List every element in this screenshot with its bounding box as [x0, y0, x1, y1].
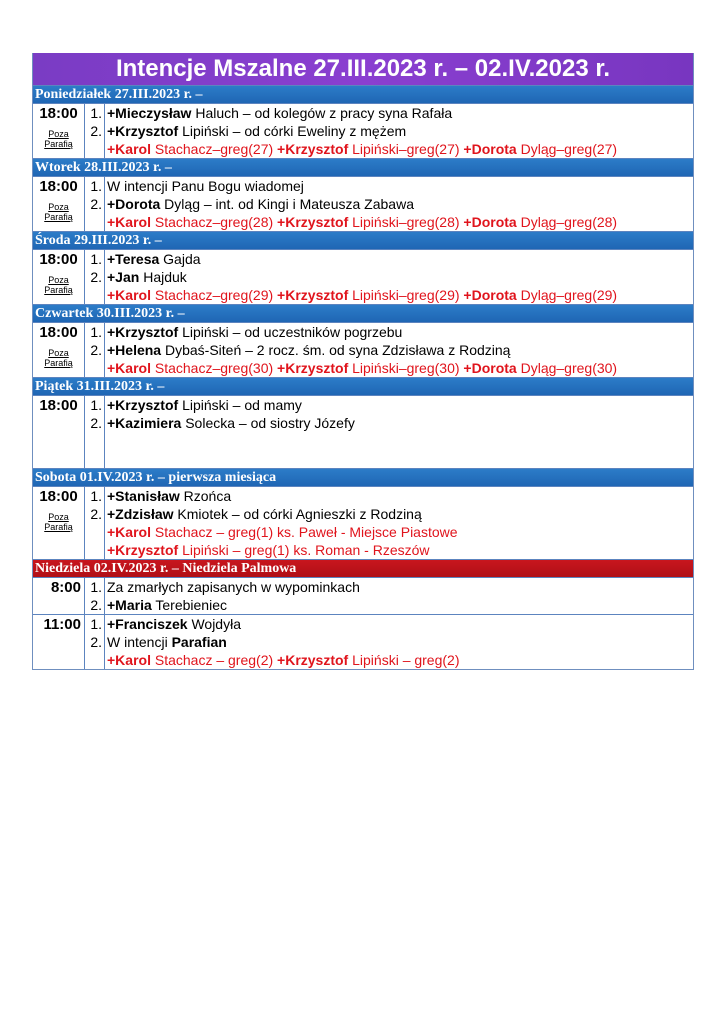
poza-parafia-note: Poza Parafią: [44, 202, 73, 222]
mass-time: 18:00: [39, 397, 78, 414]
intention-line: +Kazimiera Solecka – od siostry Józefy: [107, 415, 355, 431]
intention-line: +Maria Terebieniec: [107, 597, 227, 613]
intentions-cell: [105, 177, 693, 231]
time-cell: [33, 615, 85, 669]
number-cell: 1. 2.: [85, 578, 105, 614]
number-cell: 1. 2.: [85, 250, 105, 304]
time-cell: [33, 104, 85, 158]
intention-line: +Dorota Dyląg – int. od Kingi i Mateusza Zabawa: [107, 196, 414, 212]
mass-time: 18:00: [39, 251, 78, 268]
intention-line: +Krzysztof Lipiński – od uczestników pogrzebu: [107, 324, 403, 340]
poza-parafia-note: Poza Parafią: [44, 512, 73, 532]
gregorian-line: +Krzysztof Lipiński – greg(1) ks. Roman - Rzeszów: [107, 542, 430, 558]
intention-line: W intencji Parafian: [107, 634, 227, 650]
intention-line: +Krzysztof Lipiński – od mamy: [107, 397, 302, 413]
day-header-saturday: Sobota 01.IV.2023 r. – pierwsza miesiąca: [33, 468, 693, 486]
mass-time: 11:00: [43, 616, 81, 633]
day-sunday-mass-2: [33, 614, 693, 669]
intentions-cell: [105, 323, 693, 377]
number-cell: 1. 2.: [85, 104, 105, 158]
intention-line: +Franciszek Wojdyła: [107, 616, 241, 632]
intentions-cell: [105, 104, 693, 158]
intention-line: +Zdzisław Kmiotek – od córki Agnieszki z Rodziną: [107, 506, 422, 522]
time-cell: [33, 487, 85, 559]
number-cell: 1. 2.: [85, 396, 105, 468]
intention-line: +Jan Hajduk: [107, 269, 187, 285]
time-cell: [33, 177, 85, 231]
day-header-monday: Poniedziałek 27.III.2023 r. –: [33, 85, 693, 103]
intentions-cell: [105, 250, 693, 304]
day-tuesday: [33, 176, 693, 231]
poza-parafia-note: Poza Parafią: [44, 129, 73, 149]
page-title: Intencje Mszalne 27.III.2023 r. – 02.IV.2023 r.: [33, 53, 693, 85]
number-cell: 1. 2.: [85, 323, 105, 377]
day-header-tuesday: Wtorek 28.III.2023 r. –: [33, 158, 693, 176]
intention-line: +Mieczysław Haluch – od kolegów z pracy syna Rafała: [107, 105, 453, 121]
day-sunday-mass-1: [33, 577, 693, 614]
day-header-thursday: Czwartek 30.III.2023 r. –: [33, 304, 693, 322]
gregorian-line: +Karol Stachacz–greg(28) +Krzysztof Lipiński–greg(28) +Dorota Dyląg–greg(28): [107, 214, 618, 230]
time-cell: [33, 250, 85, 304]
day-friday: [33, 395, 693, 468]
gregorian-line: +Karol Stachacz – greg(2) +Krzysztof Lipiński – greg(2): [107, 652, 460, 668]
day-monday: [33, 103, 693, 158]
mass-time: 18:00: [39, 488, 78, 505]
intention-line: W intencji Panu Bogu wiadomej: [107, 178, 304, 194]
number-cell: 1. 2.: [85, 615, 105, 669]
intentions-cell: [105, 615, 693, 669]
mass-time: 8:00: [50, 579, 81, 596]
day-thursday: [33, 322, 693, 377]
day-header-wednesday: Środa 29.III.2023 r. –: [33, 231, 693, 249]
day-header-friday: Piątek 31.III.2023 r. –: [33, 377, 693, 395]
poza-parafia-note: Poza Parafią: [44, 348, 73, 368]
time-cell: [33, 396, 85, 468]
intentions-sheet: [32, 53, 694, 670]
intention-line: +Teresa Gajda: [107, 251, 201, 267]
gregorian-line: +Karol Stachacz–greg(30) +Krzysztof Lipiński–greg(30) +Dorota Dyląg–greg(30): [107, 360, 618, 376]
number-cell: 1. 2.: [85, 177, 105, 231]
day-wednesday: [33, 249, 693, 304]
gregorian-line: +Karol Stachacz–greg(29) +Krzysztof Lipiński–greg(29) +Dorota Dyląg–greg(29): [107, 287, 618, 303]
poza-parafia-note: Poza Parafią: [44, 275, 73, 295]
number-cell: 1. 2.: [85, 487, 105, 559]
day-header-sunday: Niedziela 02.IV.2023 r. – Niedziela Palmowa: [33, 559, 693, 577]
time-cell: [33, 578, 85, 614]
time-cell: [33, 323, 85, 377]
intention-line: +Stanisław Rzońca: [107, 488, 232, 504]
intentions-cell: [105, 487, 693, 559]
intention-line: Za zmarłych zapisanych w wypominkach: [107, 579, 360, 595]
intentions-cell: [105, 396, 693, 468]
gregorian-line: +Karol Stachacz–greg(27) +Krzysztof Lipiński–greg(27) +Dorota Dyląg–greg(27): [107, 141, 618, 157]
intention-line: +Krzysztof Lipiński – od córki Eweliny z mężem: [107, 123, 407, 139]
mass-time: 18:00: [39, 178, 78, 195]
day-saturday: [33, 486, 693, 559]
mass-time: 18:00: [39, 105, 78, 122]
mass-time: 18:00: [39, 324, 78, 341]
gregorian-line: +Karol Stachacz – greg(1) ks. Paweł - Miejsce Piastowe: [107, 524, 458, 540]
intentions-cell: [105, 578, 693, 614]
intention-line: +Helena Dybaś-Siteń – 2 rocz. śm. od syna Zdzisława z Rodziną: [107, 342, 511, 358]
